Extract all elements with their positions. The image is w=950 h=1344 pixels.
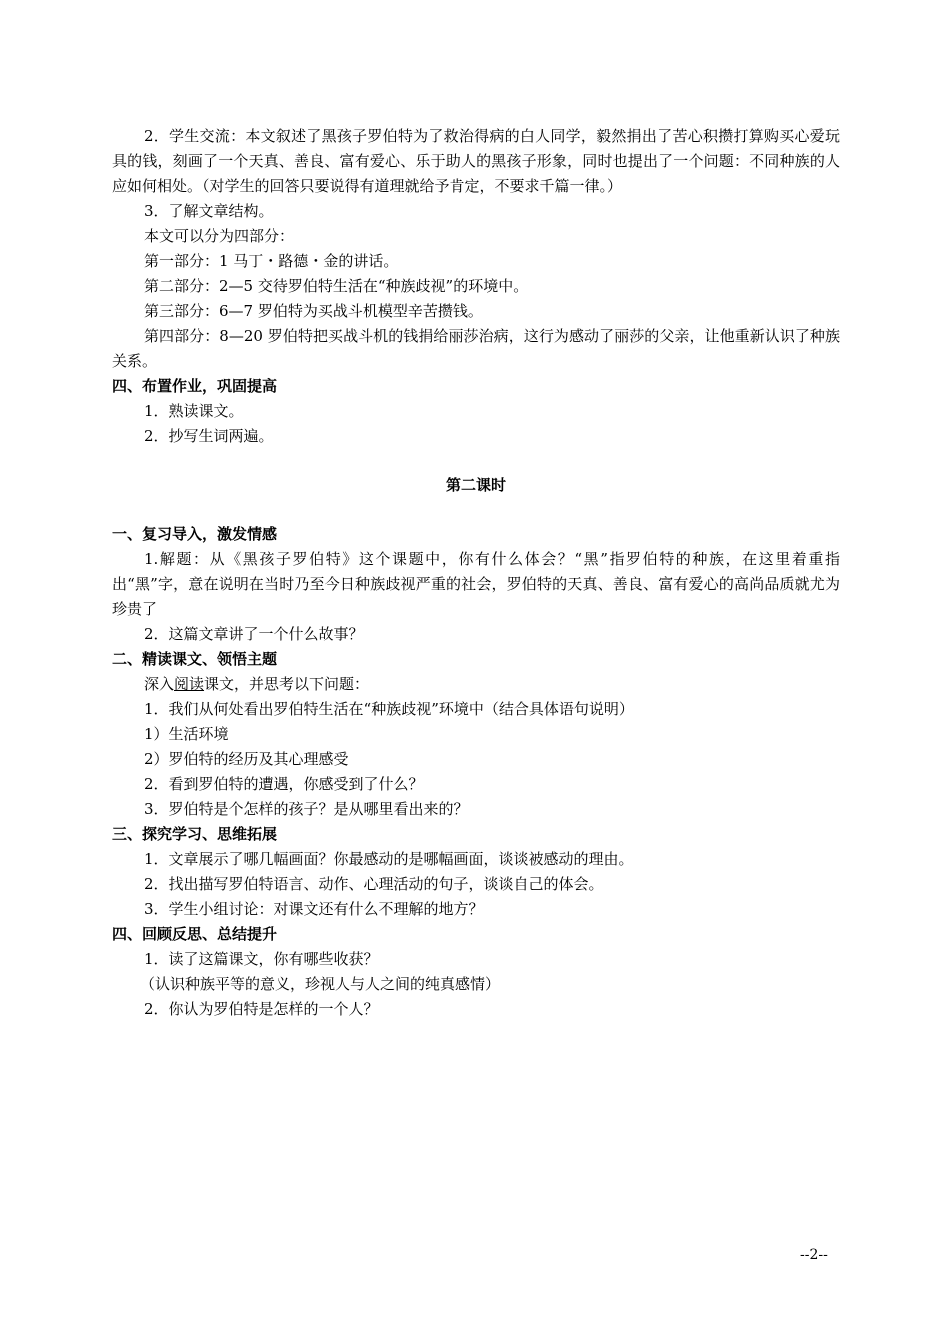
homework-item-2: 2．抄写生词两遍。 [144,427,274,445]
title-analysis-paragraph: 1.解题：从《黑孩子罗伯特》这个课题中，你有什么体会？“黑”指罗伯特的种族，在这里着重指出“黑”字，意在说明在当时乃至今日种族歧视严重的社会，罗伯特的天真、善良、富有爱心的高尚品质就尤为珍贵了 [112,550,840,618]
close-reading-intro [112,672,840,697]
close-reading-item-1: 1．我们从何处看出罗伯特生活在“种族歧视”环境中（结合具体语句说明） [144,700,634,718]
part-four: 第四部分：8—20 罗伯特把买战斗机的钱捐给丽莎治病，这行为感动了丽莎的父亲，让他重新认识了种族关系。 [112,327,840,370]
close-reading-sub-1: 1）生活环境 [144,725,229,743]
student-discussion-paragraph: 2．学生交流：本文叙述了黑孩子罗伯特为了救治得病的白人同学，毅然捐出了苦心积攒打算购买心爱玩具的钱，刻画了一个天真、善良、富有爱心、乐于助人的黑孩子形象，同时也提出了一个问题：不同种族的人应如何相处。（对学生的回答只要说得有道理就给予肯定，不要求千篇一律。） [112,127,840,195]
inquiry-item-1: 1．文章展示了哪几幅画面？你最感动的是哪幅画面，谈谈被感动的理由。 [144,850,634,868]
part-two: 第二部分：2—5 交待罗伯特生活在“种族歧视”的环境中。 [144,277,529,295]
structure-intro: 本文可以分为四部分： [144,227,295,245]
review-heading: 一、复习导入，激发情感 [112,525,278,543]
summary-item-1: 1．读了这篇课文，你有哪些收获？ [144,950,379,968]
intro-pre: 深入 [144,675,175,693]
inquiry-heading: 三、探究学习、思维拓展 [112,825,278,843]
close-reading-heading: 二、精读课文、领悟主题 [112,650,278,668]
reading-link[interactable]: 阅读 [174,675,205,693]
close-reading-item-2: 2．看到罗伯特的遭遇，你感受到了什么？ [144,775,424,793]
spacer [112,449,840,473]
inquiry-item-2: 2．找出描写罗伯特语言、动作、心理活动的句子，谈谈自己的体会。 [144,875,604,893]
structure-item: 3．了解文章结构。 [144,202,274,220]
homework-item-1: 1．熟读课文。 [144,402,244,420]
page-number: --2-- [800,1247,828,1263]
summary-note: （认识种族平等的意义，珍视人与人之间的纯真感情） [140,975,501,993]
part-one: 第一部分：1 马丁・路德・金的讲话。 [144,252,399,270]
story-question: 2．这篇文章讲了一个什么故事？ [144,625,364,643]
close-reading-sub-2: 2）罗伯特的经历及其心理感受 [144,750,349,768]
summary-heading: 四、回顾反思、总结提升 [112,925,278,943]
page-content [112,124,840,1022]
homework-heading: 四、布置作业，巩固提高 [112,377,278,395]
spacer [112,498,840,522]
close-reading-item-3: 3．罗伯特是个怎样的孩子？是从哪里看出来的？ [144,800,469,818]
lesson-two-title: 第二课时 [445,476,506,494]
summary-item-2: 2．你认为罗伯特是怎样的一个人？ [144,1000,379,1018]
intro-post: 课文，并思考以下问题： [204,675,370,693]
part-three: 第三部分：6—7 罗伯特为买战斗机模型辛苦攒钱。 [144,302,483,320]
inquiry-item-3: 3．学生小组讨论：对课文还有什么不理解的地方？ [144,900,484,918]
